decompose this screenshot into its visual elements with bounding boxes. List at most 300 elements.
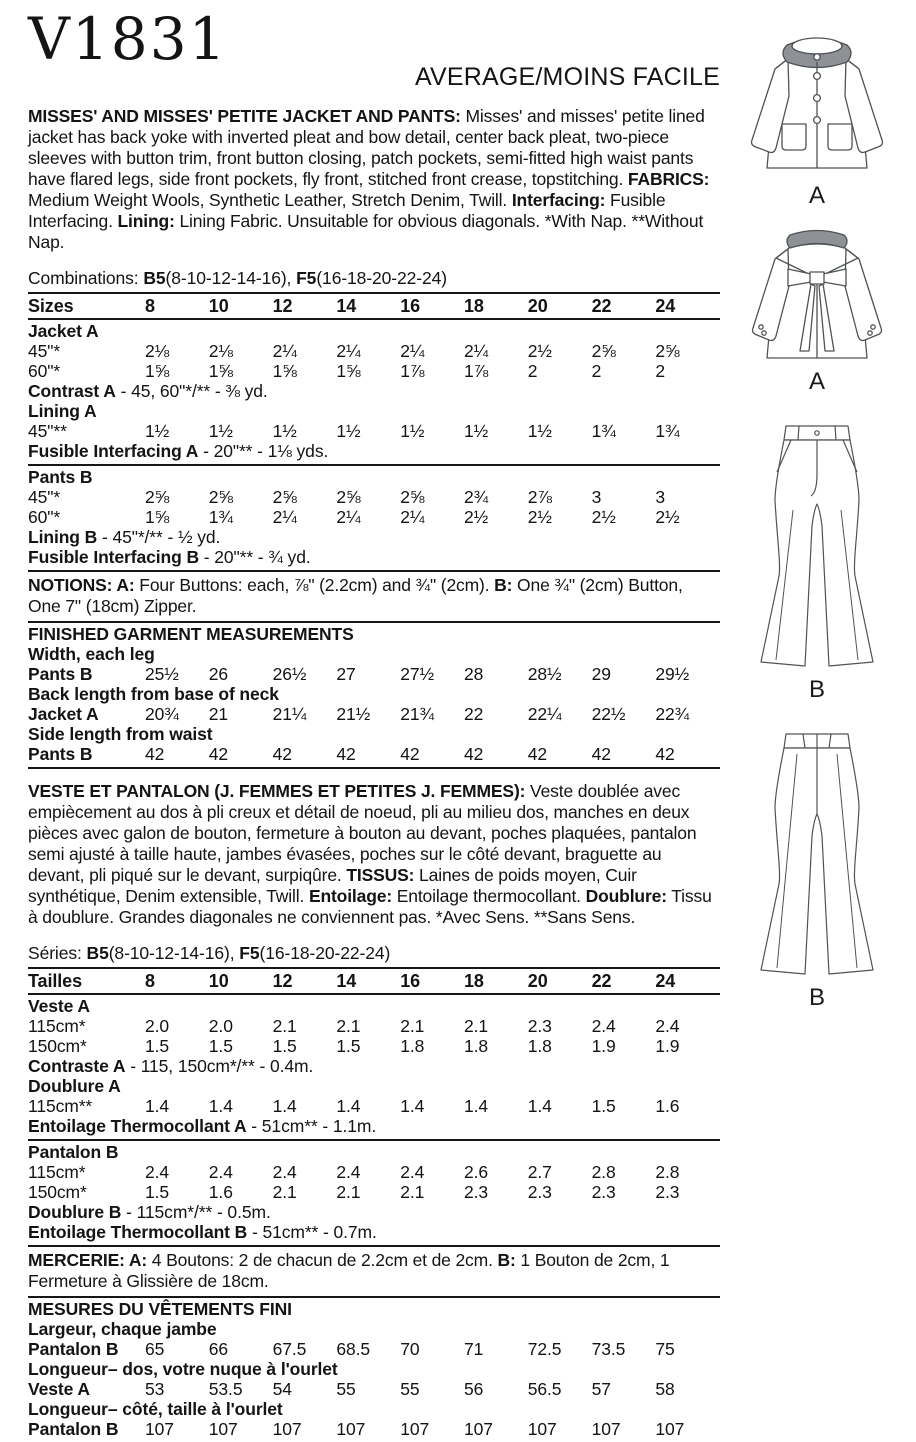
value-cell: 107 — [655, 1419, 685, 1439]
text-segment: - 51cm** - 1.1m. — [246, 1116, 377, 1136]
size-column-header: 16 — [400, 971, 421, 991]
text-segment: - 115, 150cm*/** - 0.4m. — [125, 1056, 314, 1076]
table-row — [28, 421, 720, 441]
value-cell: 53 — [145, 1379, 165, 1399]
table-row — [28, 1222, 720, 1242]
value-cell: 2½ — [527, 507, 552, 527]
table-row — [28, 527, 720, 547]
value-cell: 2⅝ — [336, 487, 361, 507]
value-cell: 2¼ — [272, 507, 297, 527]
text-segment: - 51cm** - 0.7m. — [247, 1222, 377, 1242]
value-cell: 107 — [272, 1419, 302, 1439]
yardage-table-french — [28, 967, 720, 1247]
text-segment: Entoilage thermocollant. — [392, 886, 586, 906]
row-note — [28, 1222, 719, 1242]
text-segment: MERCERIE: A: — [28, 1250, 148, 1270]
size-column-header: 16 — [400, 296, 421, 316]
value-cell: 29 — [591, 664, 611, 684]
row-label: 115cm** — [28, 1096, 93, 1116]
value-cell: 1½ — [400, 421, 425, 441]
table-row — [28, 744, 720, 764]
value-cell: 107 — [591, 1419, 621, 1439]
value-cell: 2.0 — [208, 1016, 233, 1036]
value-cell: 1.8 — [463, 1036, 489, 1056]
value-cell: 2.4 — [145, 1162, 170, 1182]
illustration-column — [720, 12, 916, 1356]
value-cell: 1.4 — [272, 1096, 297, 1116]
value-cell: 42 — [463, 744, 484, 764]
text-segment: Lining: — [117, 211, 175, 231]
size-column-header: 20 — [527, 971, 548, 991]
value-cell: 1.5 — [145, 1182, 170, 1202]
pants-back-figure — [741, 724, 893, 1010]
table-row — [28, 1036, 720, 1056]
value-cell: 29½ — [655, 664, 690, 684]
value-cell: 58 — [655, 1379, 675, 1399]
text-segment: Entoilage Thermocollant A — [28, 1116, 247, 1136]
row-label: Veste A — [28, 1379, 90, 1399]
row-note — [28, 1056, 719, 1076]
row-label: 60"* — [28, 361, 61, 381]
value-cell: 107 — [208, 1419, 238, 1439]
value-cell: 1⅝ — [145, 361, 170, 381]
value-cell: 1⅞ — [400, 361, 425, 381]
value-cell: 56 — [463, 1379, 484, 1399]
row-heading: Veste A — [28, 996, 90, 1016]
table-row — [28, 361, 720, 381]
text-segment: - 45, 60"*/** - ⅜ yd. — [115, 381, 268, 401]
jacket-front-view-label: A — [808, 182, 825, 209]
row-note — [28, 1202, 719, 1222]
row-label: 45"* — [28, 487, 61, 507]
value-cell: 22¾ — [655, 704, 690, 724]
value-cell: 67.5 — [272, 1339, 307, 1359]
value-cell: 1⅞ — [463, 361, 489, 381]
value-cell: 42 — [208, 744, 229, 764]
description-french — [28, 781, 720, 928]
size-header-label: Sizes — [28, 296, 74, 316]
finished-measurements-french — [28, 1298, 720, 1442]
value-cell: 1½ — [208, 421, 233, 441]
value-cell: 25½ — [145, 664, 179, 684]
value-cell: 73.5 — [591, 1339, 626, 1359]
text-segment: Four Buttons: each, ⅞" (2.2cm) and ¾" (2cm). — [134, 575, 495, 595]
value-cell: 21¾ — [400, 704, 434, 724]
value-cell: 1.4 — [527, 1096, 552, 1116]
table-section — [28, 320, 720, 466]
table-row — [28, 1299, 720, 1319]
text-segment: Entoilage Thermocollant B — [28, 1222, 248, 1242]
value-cell: 2.3 — [463, 1182, 489, 1202]
value-cell: 22 — [463, 704, 484, 724]
text-segment: Fusible Interfacing A — [28, 441, 199, 461]
value-cell: 1.4 — [463, 1096, 489, 1116]
value-cell: 42 — [400, 744, 420, 764]
notions-text — [28, 572, 720, 623]
table-row — [28, 624, 720, 644]
pants-front-view-label: B — [808, 676, 825, 703]
value-cell: 2.6 — [463, 1162, 489, 1182]
row-heading: MESURES DU VÊTEMENTS FINI — [28, 1299, 292, 1319]
text-segment: NOTIONS: A: — [28, 575, 135, 595]
text-segment: Contraste A — [28, 1056, 126, 1076]
value-cell: 1.4 — [336, 1096, 361, 1116]
jacket-back-figure — [732, 224, 902, 394]
text-column — [28, 5, 720, 1439]
text-segment: Séries: — [28, 943, 87, 963]
size-column-header: 14 — [336, 971, 357, 991]
value-cell: 28 — [463, 664, 484, 684]
text-segment: (16-18-20-22-24) — [316, 268, 448, 288]
value-cell: 2.1 — [272, 1182, 297, 1202]
text-segment: Fusible Interfacing. — [28, 190, 666, 231]
value-cell: 1⅝ — [208, 361, 233, 381]
value-cell: 1¾ — [655, 421, 680, 441]
value-cell: 54 — [272, 1379, 292, 1399]
text-segment: Combinations: — [28, 268, 144, 288]
row-heading: Back length from base of neck — [28, 684, 279, 704]
value-cell: 2⅝ — [272, 487, 297, 507]
value-cell: 42 — [336, 744, 356, 764]
row-note — [28, 441, 719, 461]
row-label: Pants B — [28, 664, 93, 684]
size-column-header: 8 — [145, 296, 155, 316]
value-cell: 2⅝ — [208, 487, 233, 507]
table-row — [28, 547, 720, 567]
value-cell: 1.5 — [336, 1036, 361, 1056]
row-note — [28, 527, 719, 547]
value-cell: 21 — [208, 704, 229, 724]
value-cell: 2.3 — [655, 1182, 680, 1202]
value-cell: 1.9 — [655, 1036, 680, 1056]
text-segment: - 20"** - 1⅛ yds. — [198, 441, 329, 461]
row-label: 45"* — [28, 341, 61, 361]
value-cell: 1.4 — [208, 1096, 233, 1116]
value-cell: 2.4 — [272, 1162, 297, 1182]
value-cell: 2.4 — [208, 1162, 233, 1182]
value-cell: 2.3 — [527, 1182, 552, 1202]
text-segment: - 45"*/** - ½ yd. — [97, 527, 221, 547]
value-cell: 2.3 — [527, 1016, 552, 1036]
value-cell: 28½ — [527, 664, 562, 684]
value-cell: 42 — [145, 744, 165, 764]
value-cell: 42 — [272, 744, 292, 764]
value-cell: 2.4 — [336, 1162, 361, 1182]
size-column-header: 22 — [591, 296, 612, 316]
text-segment: MISSES' AND MISSES' PETITE JACKET AND PANTS: — [28, 106, 461, 126]
table-row — [28, 684, 720, 704]
table-row — [28, 1142, 720, 1162]
value-cell: 56.5 — [527, 1379, 562, 1399]
row-heading: Longueur– côté, taille à l'ourlet — [28, 1399, 283, 1419]
value-cell: 1⅝ — [336, 361, 361, 381]
value-cell: 3 — [591, 487, 602, 507]
pants-back-drawing — [741, 724, 893, 986]
value-cell: 20¾ — [145, 704, 179, 724]
table-row — [28, 1182, 720, 1202]
table-row — [28, 1096, 720, 1116]
text-segment: F5 — [296, 268, 317, 288]
text-segment: B: — [494, 575, 513, 595]
value-cell: 2 — [527, 361, 538, 381]
value-cell: 72.5 — [527, 1339, 562, 1359]
row-note — [28, 547, 719, 567]
value-cell: 1.8 — [400, 1036, 425, 1056]
text-segment: - 115cm*/** - 0.5m. — [121, 1202, 271, 1222]
value-cell: 42 — [655, 744, 675, 764]
value-cell: 2.0 — [145, 1016, 170, 1036]
value-cell: 107 — [527, 1419, 557, 1439]
table-row — [28, 321, 720, 341]
text-segment: FABRICS: — [627, 169, 710, 189]
text-segment: Lining Fabric. Unsuitable for obvious diagonals. *With Nap. **Without Nap. — [28, 211, 704, 252]
jacket-back-drawing — [732, 224, 902, 370]
value-cell: 2⅝ — [591, 341, 616, 361]
table-row — [28, 664, 720, 684]
size-column-header: 12 — [272, 971, 293, 991]
text-segment: B5 — [86, 943, 109, 963]
text-segment: (8-10-12-14-16), — [165, 268, 297, 288]
table-row — [28, 507, 720, 527]
row-heading: Jacket A — [28, 321, 99, 341]
size-column-header: 10 — [208, 296, 229, 316]
row-label: Pantalon B — [28, 1339, 119, 1359]
text-segment: One ¾" (2cm) Button, One 7" (18cm) Zipper. — [28, 575, 683, 616]
table-row — [28, 441, 720, 461]
value-cell: 2.1 — [336, 1016, 361, 1036]
table-row — [28, 1116, 720, 1136]
text-segment: 1 Bouton de 2cm, 1 Fermeture à Glissière de 18cm. — [28, 1250, 670, 1291]
text-segment: Misses' and misses' petite lined jacket has back yoke with inverted pleat and bow detail, center back pleat, two-piece sleeves with button trim, front button closing, patch pockets, semi-fitted high waist pants have flared legs, side front pockets, fly front, stitched front crease, topstitching. — [28, 106, 705, 189]
value-cell: 21¼ — [272, 704, 307, 724]
row-label: Pantalon B — [28, 1419, 119, 1439]
text-segment: B: — [497, 1250, 516, 1270]
row-label: 115cm* — [28, 1162, 86, 1182]
value-cell: 2⅞ — [527, 487, 552, 507]
value-cell: 53.5 — [208, 1379, 243, 1399]
row-label: 115cm* — [28, 1016, 86, 1036]
value-cell: 55 — [400, 1379, 420, 1399]
size-column-header: 14 — [336, 296, 357, 316]
value-cell: 2¾ — [463, 487, 489, 507]
value-cell: 1½ — [463, 421, 489, 441]
table-row — [28, 401, 720, 421]
row-heading: Pantalon B — [28, 1142, 119, 1162]
table-section — [28, 466, 720, 572]
value-cell: 1¾ — [591, 421, 616, 441]
value-cell: 27½ — [400, 664, 434, 684]
value-cell: 42 — [527, 744, 548, 764]
value-cell: 2.8 — [591, 1162, 616, 1182]
value-cell: 2¼ — [336, 507, 361, 527]
table-row — [28, 1419, 720, 1439]
value-cell: 2¼ — [336, 341, 361, 361]
text-segment: VESTE ET PANTALON (J. FEMMES ET PETITES J. FEMMES): — [28, 781, 526, 801]
value-cell: 2¼ — [400, 341, 425, 361]
pants-back-view-label: B — [808, 984, 825, 1011]
text-segment: Contrast A — [28, 381, 116, 401]
table-row — [28, 644, 720, 664]
value-cell: 2.4 — [591, 1016, 616, 1036]
value-cell: 2.1 — [463, 1016, 489, 1036]
size-header-label: Tailles — [28, 971, 82, 991]
series-line — [28, 943, 720, 964]
text-segment: 4 Boutons: 2 de chacun de 2.2cm et de 2cm. — [147, 1250, 498, 1270]
value-cell: 107 — [400, 1419, 430, 1439]
value-cell: 107 — [145, 1419, 174, 1439]
size-column-header: 8 — [145, 971, 155, 991]
value-cell: 26 — [208, 664, 229, 684]
row-heading: Pants B — [28, 467, 93, 487]
value-cell: 1½ — [272, 421, 297, 441]
text-segment: Laines de poids moyen, Cuir synthétique, Denim extensible, Twill. — [28, 865, 637, 906]
finished-measurements-english — [28, 623, 720, 769]
table-row — [28, 1339, 720, 1359]
value-cell: 1.4 — [400, 1096, 425, 1116]
table-row — [28, 1399, 720, 1419]
table-row — [28, 487, 720, 507]
pants-front-figure — [741, 416, 893, 702]
size-column-header: 12 — [272, 296, 293, 316]
value-cell: 2.1 — [400, 1182, 425, 1202]
text-segment: B5 — [143, 268, 166, 288]
size-header-row — [28, 292, 720, 320]
table-row — [28, 1162, 720, 1182]
value-cell: 57 — [591, 1379, 611, 1399]
pants-front-drawing — [741, 416, 893, 678]
value-cell: 1½ — [145, 421, 170, 441]
value-cell: 1.6 — [208, 1182, 233, 1202]
text-segment: Medium Weight Wools, Synthetic Leather, Stretch Denim, Twill. — [28, 190, 512, 210]
jacket-front-figure — [732, 32, 902, 208]
row-note — [28, 381, 719, 401]
row-heading: Width, each leg — [28, 644, 155, 664]
table-section — [28, 623, 720, 769]
text-segment: - 20"** - ¾ yd. — [198, 547, 311, 567]
value-cell: 2⅛ — [208, 341, 233, 361]
value-cell: 2¼ — [400, 507, 425, 527]
value-cell: 2⅝ — [400, 487, 425, 507]
value-cell: 2.1 — [336, 1182, 361, 1202]
table-row — [28, 724, 720, 744]
value-cell: 26½ — [272, 664, 307, 684]
value-cell: 107 — [336, 1419, 366, 1439]
value-cell: 2½ — [527, 341, 552, 361]
value-cell: 2.4 — [655, 1016, 680, 1036]
pattern-number: V1831 — [28, 5, 228, 73]
value-cell: 2½ — [463, 507, 489, 527]
value-cell: 66 — [208, 1339, 229, 1359]
value-cell: 2.3 — [591, 1182, 616, 1202]
value-cell: 1.5 — [591, 1096, 616, 1116]
value-cell: 2½ — [655, 507, 680, 527]
text-segment: Doublure B — [28, 1202, 122, 1222]
row-note — [28, 1116, 719, 1136]
value-cell: 70 — [400, 1339, 420, 1359]
value-cell: 2.8 — [655, 1162, 680, 1182]
value-cell: 1¾ — [208, 507, 233, 527]
row-label: Jacket A — [28, 704, 99, 724]
size-column-header: 24 — [655, 971, 676, 991]
value-cell: 22¼ — [527, 704, 562, 724]
value-cell: 65 — [145, 1339, 165, 1359]
row-label: 150cm* — [28, 1036, 87, 1056]
size-column-header: 22 — [591, 971, 612, 991]
row-label: 45"** — [28, 421, 67, 441]
table-row — [28, 467, 720, 487]
value-cell: 107 — [463, 1419, 493, 1439]
value-cell: 1⅝ — [272, 361, 297, 381]
row-heading: Lining A — [28, 401, 97, 421]
value-cell: 2 — [591, 361, 602, 381]
text-segment: Fusible Interfacing B — [28, 547, 199, 567]
value-cell: 1.5 — [145, 1036, 170, 1056]
size-column-header: 18 — [463, 296, 484, 316]
table-section — [28, 995, 720, 1141]
value-cell: 22½ — [591, 704, 626, 724]
value-cell: 75 — [655, 1339, 675, 1359]
table-row — [28, 1016, 720, 1036]
value-cell: 1⅝ — [145, 507, 170, 527]
size-column-header: 18 — [463, 971, 484, 991]
text-segment: F5 — [239, 943, 260, 963]
difficulty-label: AVERAGE/MOINS FACILE — [414, 63, 720, 91]
size-header-row — [28, 967, 720, 995]
value-cell: 27 — [336, 664, 356, 684]
table-row — [28, 341, 720, 361]
row-heading: Longueur– dos, votre nuque à l'ourlet — [28, 1359, 338, 1379]
row-label: 150cm* — [28, 1182, 87, 1202]
value-cell: 71 — [463, 1339, 484, 1359]
table-section — [28, 1298, 720, 1442]
table-row — [28, 1056, 720, 1076]
table-row — [28, 1359, 720, 1379]
value-cell: 1.6 — [655, 1096, 680, 1116]
value-cell: 1½ — [527, 421, 552, 441]
value-cell: 68.5 — [336, 1339, 371, 1359]
value-cell: 1.9 — [591, 1036, 616, 1056]
size-column-header: 10 — [208, 971, 229, 991]
jacket-front-drawing — [732, 32, 902, 184]
value-cell: 3 — [655, 487, 666, 507]
text-segment: (8-10-12-14-16), — [108, 943, 240, 963]
text-segment: Tissu à doublure. Grandes diagonales ne conviennent pas. *Avec Sens. **Sans Sens. — [28, 886, 712, 927]
table-row — [28, 704, 720, 724]
row-heading: Largeur, chaque jambe — [28, 1319, 217, 1339]
value-cell: 2.1 — [272, 1016, 297, 1036]
row-heading: Side length from waist — [28, 724, 213, 744]
mercerie-text — [28, 1247, 720, 1298]
value-cell: 1½ — [336, 421, 361, 441]
text-segment: TISSUS: — [346, 865, 415, 885]
table-row — [28, 1379, 720, 1399]
value-cell: 2¼ — [272, 341, 297, 361]
value-cell: 21½ — [336, 704, 371, 724]
value-cell: 2.7 — [527, 1162, 552, 1182]
text-segment: Lining B — [28, 527, 98, 547]
text-segment: Interfacing: — [511, 190, 606, 210]
jacket-back-view-label: A — [808, 368, 825, 395]
table-row — [28, 996, 720, 1016]
value-cell: 2½ — [591, 507, 616, 527]
row-heading: Doublure A — [28, 1076, 121, 1096]
value-cell: 1.5 — [208, 1036, 233, 1056]
table-section — [28, 1141, 720, 1247]
table-row — [28, 1076, 720, 1096]
value-cell: 1.8 — [527, 1036, 552, 1056]
text-segment: Doublure: — [585, 886, 667, 906]
value-cell: 1.4 — [145, 1096, 170, 1116]
